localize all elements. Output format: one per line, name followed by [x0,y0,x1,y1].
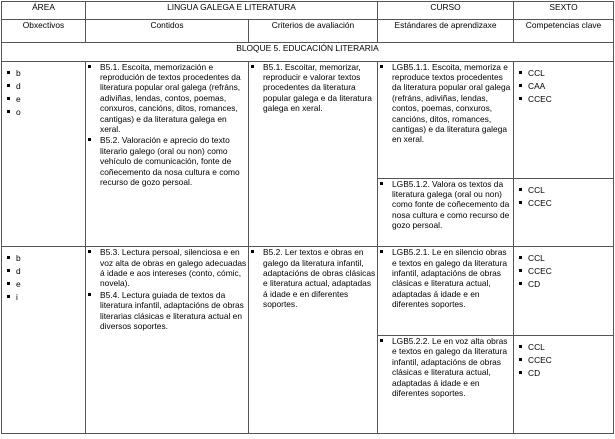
standard-item: LGB5.2.1. Le en silencio obras e textos en galego da literatura infantil, adaptacións de obras clásicas e literatura actual, adaptadas á idade e en diferentes soportes. [378,247,513,309]
header-level: SEXTO [514,2,614,20]
header-area: ÁREA [2,2,86,20]
objective-item: d [2,266,85,276]
competence-item: CD [514,279,613,289]
standard-item: LGB5.1.1. Escoita, memoriza e reproduce textos procedentes da literatura popular oral galega (refráns, adiviñas, lendas, contos, poemas, conxuros, cancións, ditos, romances, cantigas) e da literatura galega en xeral. [378,62,513,145]
criteria-cell [249,247,378,434]
competences-cell [514,61,614,178]
column-objectives: Obxectivos [2,20,86,43]
competences-list [514,62,613,104]
objective-item: b [2,68,85,78]
column-criteria: Criterios de avaliación [249,20,378,43]
objective-item: e [2,94,85,104]
competence-item: CCL [514,253,613,263]
contents-cell [86,61,249,247]
objective-item: o [2,107,85,117]
objectives-cell [2,247,86,434]
column-contents: Contidos [86,20,249,43]
table-row [2,247,614,336]
criterion-item: B5.1. Escoitar, memorizar, reproducir e valorar textos procedentes da literatura popular galega e da literatura galega en xeral. [249,62,377,114]
objective-item: i [2,292,85,302]
competences-cell [514,247,614,336]
standard-cell [378,336,514,434]
competence-item: CCEC [514,266,613,276]
standard-cell [378,61,514,178]
objectives-list [2,62,85,117]
contents-cell [86,247,249,434]
content-item: B5.1. Escoita, memorización e reprodución de textos procedentes da literatura popular oral galega (refráns, adiviñas, lendas, contos, poemas, conxuros, cancións, ditos, romances, cantigas) e da literatura galega en xeral. [86,62,248,135]
competence-item: CAA [514,81,613,91]
competence-item: CCL [514,68,613,78]
competence-item: CCEC [514,198,613,208]
objective-item: b [2,253,85,263]
column-header-row [2,20,614,43]
content-item: B5.3. Lectura persoal, silenciosa e en voz alta de obras en galego adecuadas á idade e aos intereses (conto, cómic, novela). [86,247,248,289]
standard-item: LGB5.2.2. Le en voz alta obras e textos en galego da literatura infantil, adaptacións de obras clásicas e literatura actual, adaptadas á idade e en diferentes soportes. [378,336,513,398]
header-row [2,2,614,20]
criteria-cell [249,61,378,247]
objective-item: e [2,279,85,289]
competences-list [514,336,613,378]
content-item: B5.2. Valoración e aprecio do texto literario galego (oral ou non) como vehículo de comunicación, fonte de coñecemento da nosa cultura e como recurso de gozo persoal. [86,135,248,187]
standard-item: LGB5.1.2. Valora os textos da literatura galega (oral ou non) como fonte de coñecemento da nosa cultura e como recurso de gozo persoal. [378,179,513,231]
column-standards: Estándares de aprendizaxe [378,20,514,43]
competence-item: CD [514,368,613,378]
competence-item: CCL [514,342,613,352]
competence-item: CCL [514,185,613,195]
column-competences: Competencias clave [514,20,614,43]
competences-cell [514,178,614,247]
header-course: CURSO [378,2,514,20]
content-item: B5.4. Lectura guiada de textos da literatura infantil, adaptacións de obras literarias clásicas e literatura actual en diversos soportes. [86,290,248,332]
objectives-list [2,247,85,302]
competences-list [514,247,613,289]
objectives-cell [2,61,86,247]
competences-list [514,179,613,208]
objective-item: d [2,81,85,91]
block-title: BLOQUE 5. EDUCACIÓN LITERARIA [2,43,614,61]
competence-item: CCEC [514,94,613,104]
competence-item: CCEC [514,355,613,365]
table-row [2,61,614,178]
header-subject: LINGUA GALEGA E LITERATURA [86,2,378,20]
block-row [2,43,614,61]
standard-cell [378,178,514,247]
criterion-item: B5.2. Ler textos e obras en galego da literatura infantil, adaptacións de obras clásicas e literatura actual, adaptadas á idade e en diferentes soportes. [249,247,377,309]
curriculum-table [1,1,614,434]
standard-cell [378,247,514,336]
competences-cell [514,336,614,434]
